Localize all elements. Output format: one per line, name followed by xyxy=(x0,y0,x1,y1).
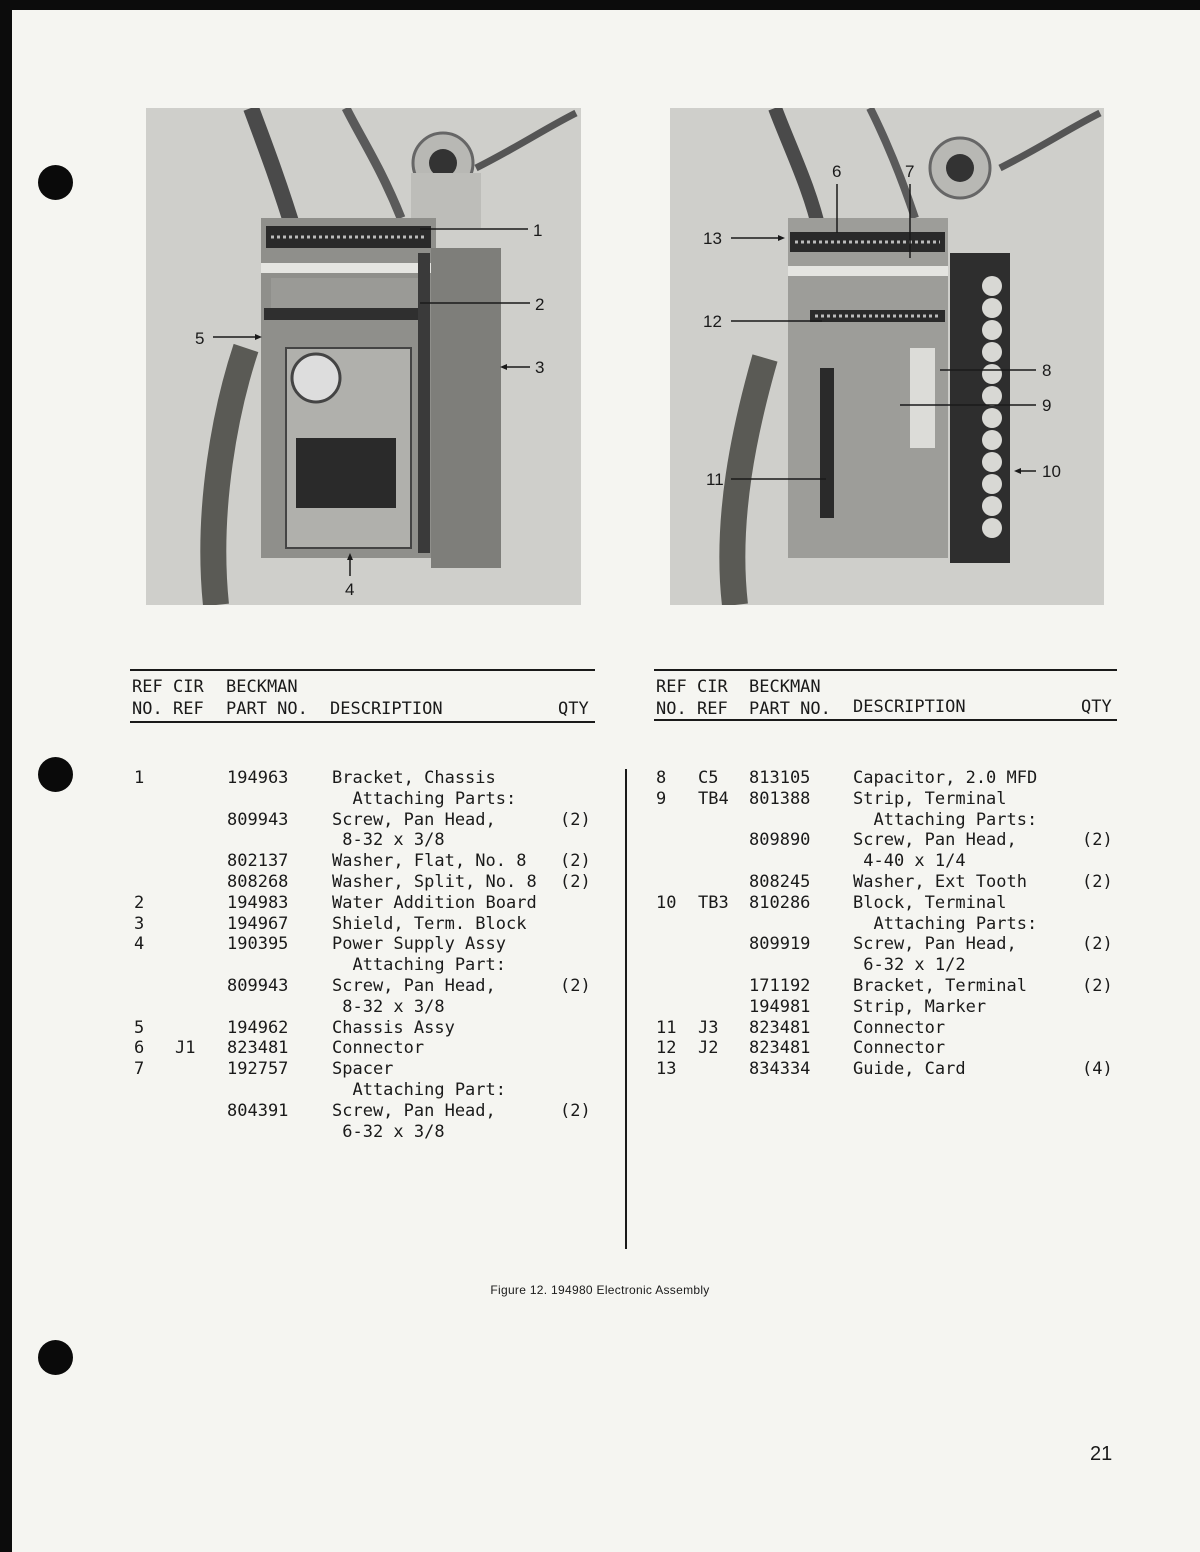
ref-cell: 6 xyxy=(134,1038,145,1059)
description-cell: Attaching Parts: xyxy=(853,809,1038,830)
part-no-cell: 823481 xyxy=(749,1017,811,1038)
header-description: DESCRIPTION xyxy=(853,697,966,717)
callout-3: 3 xyxy=(535,358,545,377)
callout-5: 5 xyxy=(195,329,205,348)
header-part: BECKMAN PART NO. xyxy=(749,677,831,719)
header-ref: REF NO. xyxy=(656,677,687,719)
cir-ref-cell: TB3 xyxy=(698,892,729,913)
qty-cell: (4) xyxy=(1082,1059,1113,1080)
description-cell: Capacitor, 2.0 MFD xyxy=(853,768,1038,788)
header-cir: CIR REF xyxy=(173,677,204,719)
cir-ref-cell: C5 xyxy=(698,768,719,788)
description-cell: Bracket, Terminal xyxy=(853,976,1027,996)
header-qty: QTY xyxy=(558,699,589,719)
callout-11: 11 xyxy=(706,470,724,489)
description-cell: Chassis Assy xyxy=(332,1017,455,1038)
part-no-cell: 809943 xyxy=(227,976,289,996)
ref-cell: 7 xyxy=(134,1059,145,1080)
qty-cell: (2) xyxy=(1082,934,1113,955)
part-no-cell: 194967 xyxy=(227,913,289,934)
description-cell: Connector xyxy=(853,1017,946,1038)
right-callout-leaders xyxy=(0,0,1200,620)
description-cell: Guide, Card xyxy=(853,1059,966,1080)
qty-cell: (2) xyxy=(560,809,591,830)
part-no-cell: 801388 xyxy=(749,788,811,809)
qty-cell: (2) xyxy=(1082,872,1113,892)
ref-cell: 4 xyxy=(134,934,145,955)
table-row xyxy=(0,830,1200,851)
part-no-cell: 808268 xyxy=(227,872,289,892)
description-cell: Spacer xyxy=(332,1059,394,1080)
ref-cell: 3 xyxy=(134,913,145,934)
part-no-cell: 823481 xyxy=(227,1038,289,1059)
description-cell: 6-32 x 1/2 xyxy=(853,955,966,976)
description-cell: Screw, Pan Head, xyxy=(853,830,1017,851)
table-row xyxy=(0,1080,1200,1101)
table-row xyxy=(0,768,1200,789)
table-row xyxy=(0,851,1200,872)
qty-cell: (2) xyxy=(560,872,591,892)
description-cell: Attaching Parts: xyxy=(853,913,1038,934)
description-cell: Washer, Flat, No. 8 xyxy=(332,851,527,872)
table-row xyxy=(0,976,1200,997)
table-row xyxy=(0,934,1200,955)
part-no-cell: 190395 xyxy=(227,934,289,955)
qty-cell: (2) xyxy=(560,1100,591,1121)
description-cell: Connector xyxy=(332,1038,425,1059)
part-no-cell: 810286 xyxy=(749,892,811,913)
description-cell: Strip, Marker xyxy=(853,996,987,1017)
table-row xyxy=(0,997,1200,1018)
header-description: DESCRIPTION xyxy=(330,699,443,719)
table-rule-top xyxy=(130,669,595,671)
qty-cell: (2) xyxy=(1082,830,1113,851)
ref-cell: 2 xyxy=(134,892,145,913)
table-row xyxy=(0,1059,1200,1080)
ref-cell: 12 xyxy=(656,1038,677,1059)
part-no-cell: 813105 xyxy=(749,768,811,788)
description-cell: Washer, Ext Tooth xyxy=(853,872,1027,892)
part-no-cell: 808245 xyxy=(749,872,811,892)
description-cell: Attaching Part: xyxy=(332,1080,506,1100)
part-no-cell: 192757 xyxy=(227,1059,289,1080)
callout-6: 6 xyxy=(832,162,842,181)
description-cell: 6-32 x 3/8 xyxy=(332,1121,445,1142)
description-cell: Shield, Term. Block xyxy=(332,913,527,934)
part-no-cell: 171192 xyxy=(749,976,811,996)
part-no-cell: 809919 xyxy=(749,934,811,955)
table-row xyxy=(0,1018,1200,1039)
ref-cell: 8 xyxy=(656,768,667,788)
ref-cell: 13 xyxy=(656,1059,677,1080)
part-no-cell: 194981 xyxy=(749,996,811,1017)
table-row xyxy=(0,810,1200,831)
table-row xyxy=(0,872,1200,893)
description-cell: 8-32 x 3/8 xyxy=(332,830,445,851)
table-row xyxy=(0,955,1200,976)
header-part: BECKMAN PART NO. xyxy=(226,677,308,719)
table-row xyxy=(0,1122,1200,1143)
callout-4: 4 xyxy=(345,580,355,599)
description-cell: Power Supply Assy xyxy=(332,934,506,955)
description-cell: Water Addition Board xyxy=(332,892,537,913)
header-cir: CIR REF xyxy=(697,677,728,719)
qty-cell: (2) xyxy=(560,851,591,872)
callout-1: 1 xyxy=(533,221,543,240)
qty-cell: (2) xyxy=(1082,976,1113,996)
description-cell: Strip, Terminal xyxy=(853,788,1007,809)
cir-ref-cell: J3 xyxy=(698,1017,719,1038)
description-cell: Attaching Parts: xyxy=(332,788,517,809)
part-no-cell: 194963 xyxy=(227,768,289,788)
ref-cell: 9 xyxy=(656,788,667,809)
part-no-cell: 834334 xyxy=(749,1059,811,1080)
callout-9: 9 xyxy=(1042,396,1052,415)
part-no-cell: 809890 xyxy=(749,830,811,851)
binder-hole xyxy=(38,1340,73,1375)
table-rule-top xyxy=(654,669,1117,671)
description-cell: Screw, Pan Head, xyxy=(332,809,496,830)
description-cell: 4-40 x 1/4 xyxy=(853,851,966,872)
ref-cell: 1 xyxy=(134,768,145,788)
description-cell: Connector xyxy=(853,1038,946,1059)
ref-cell: 11 xyxy=(656,1017,677,1038)
ref-cell: 10 xyxy=(656,892,677,913)
table-row xyxy=(0,1038,1200,1059)
description-cell: 8-32 x 3/8 xyxy=(332,996,445,1017)
description-cell: Screw, Pan Head, xyxy=(332,1100,496,1121)
table-row xyxy=(0,1101,1200,1122)
header-qty: QTY xyxy=(1081,697,1112,717)
qty-cell: (2) xyxy=(560,976,591,996)
header-ref: REF NO. xyxy=(132,677,163,719)
cir-ref-cell: TB4 xyxy=(698,788,729,809)
cir-ref-cell: J2 xyxy=(698,1038,719,1059)
callout-8: 8 xyxy=(1042,361,1052,380)
page-number: 21 xyxy=(1090,1443,1113,1465)
table-row xyxy=(0,789,1200,810)
description-cell: Attaching Part: xyxy=(332,955,506,976)
table-rule-header xyxy=(130,721,595,723)
part-no-cell: 804391 xyxy=(227,1100,289,1121)
cir-ref-cell: J1 xyxy=(175,1038,196,1059)
callout-10: 10 xyxy=(1042,462,1061,481)
part-no-cell: 802137 xyxy=(227,851,289,872)
table-row xyxy=(0,914,1200,935)
part-no-cell: 809943 xyxy=(227,809,289,830)
description-cell: Bracket, Chassis xyxy=(332,768,496,788)
part-no-cell: 823481 xyxy=(749,1038,811,1059)
description-cell: Block, Terminal xyxy=(853,892,1007,913)
callout-13: 13 xyxy=(703,229,722,248)
part-no-cell: 194983 xyxy=(227,892,289,913)
table-row xyxy=(0,893,1200,914)
figure-caption: Figure 12. 194980 Electronic Assembly xyxy=(490,1283,710,1297)
callout-7: 7 xyxy=(905,162,915,181)
callout-2: 2 xyxy=(535,295,545,314)
description-cell: Washer, Split, No. 8 xyxy=(332,872,537,892)
description-cell: Screw, Pan Head, xyxy=(853,934,1017,955)
part-no-cell: 194962 xyxy=(227,1017,289,1038)
table-rule-header xyxy=(654,719,1117,721)
ref-cell: 5 xyxy=(134,1017,145,1038)
callout-12: 12 xyxy=(703,312,722,331)
description-cell: Screw, Pan Head, xyxy=(332,976,496,996)
